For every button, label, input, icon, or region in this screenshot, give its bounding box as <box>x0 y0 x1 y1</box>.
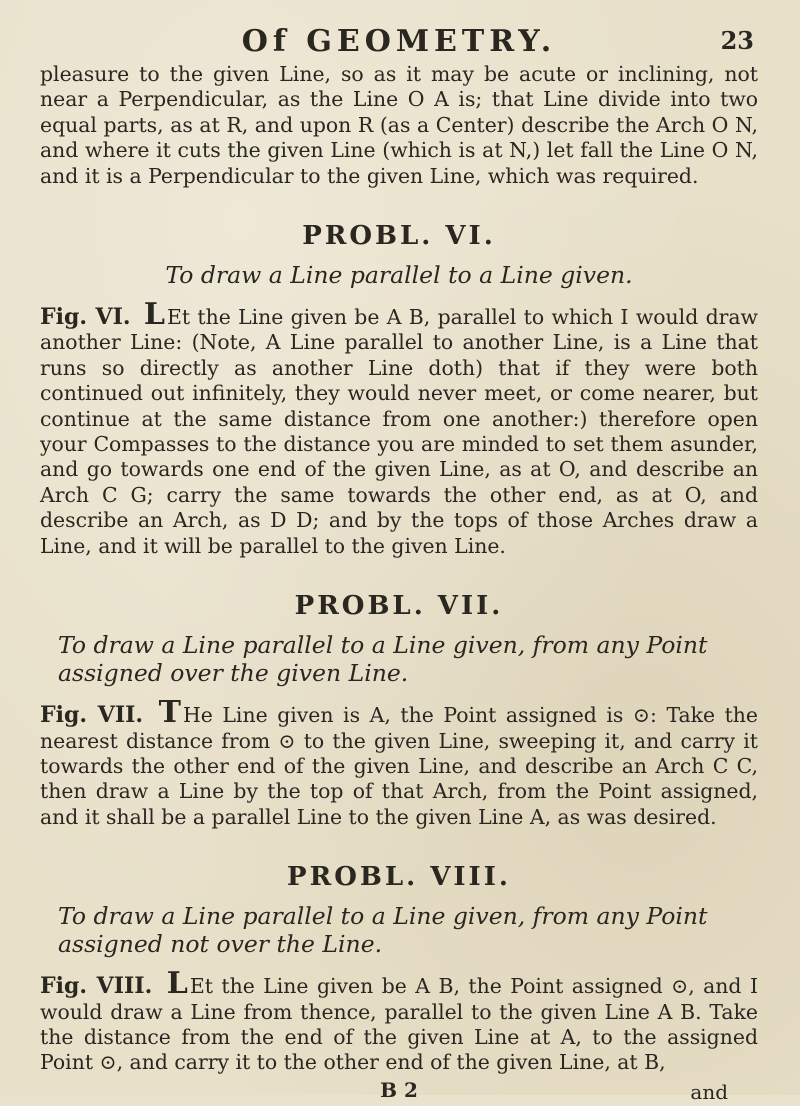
running-head <box>40 0 758 62</box>
drop-cap: T <box>158 695 181 731</box>
problem-title: PROBL. VI. <box>302 221 496 252</box>
problem-title: PROBL. VII. <box>294 591 504 622</box>
problem-subtitle: To draw a Line parallel to a Line given. <box>165 261 633 290</box>
figure-label: Fig. VI. <box>40 304 131 331</box>
problem-subtitle: To draw a Line parallel to a Line given, from any Point assigned not over the Line. <box>58 902 708 959</box>
intro-paragraph: pleasure to the given Line, so as it may be acute or inclining, not near a Perpendicular, as the Line O A is; that Line divide into two equal parts, as at R, and upon R (as a Center) describe the Arch O N, and where it cuts the given Line (which is at N,) let fall the Line O N, and it is a Perpendicular to the given Line, which was required. <box>40 62 758 188</box>
catchword: and <box>690 1079 728 1104</box>
problem-body <box>40 297 758 559</box>
problem-body <box>40 695 758 830</box>
drop-cap: L <box>166 966 188 1002</box>
drop-cap: L <box>143 297 165 333</box>
problem-text: He Line given is A, the Point assigned is ⊙: Take the nearest distance from ⊙ to the given Line, sweeping it, and carry it towards the other end of the given Line, and describe an Arch C C, then draw a Line by the top of that Arch, from the Point assigned, and it shall be a parallel Line to the given Line A, as was desired. <box>40 703 758 829</box>
page-footer <box>40 1076 758 1106</box>
problem-text: Et the Line given be A B, the Point assigned ⊙, and I would draw a Line from thence, parallel to the given Line A B. Take the distance from the end of the given Line at A, to the assigned Point ⊙, and carry it to the other end of the given Line, at B, <box>40 974 759 1075</box>
figure-label: Fig. VIII. <box>40 973 153 1000</box>
problem-title: PROBL. VIII. <box>287 862 511 893</box>
problem-body <box>40 966 759 1076</box>
running-title: Of GEOMETRY. <box>241 24 557 59</box>
problem-text: Et the Line given be A B, parallel to which I would draw another Line: (Note, A Line parallel to another Line, is a Line that runs so directly as another Line doth) that if they were both continued out infinitely, they would never meet, or come nearer, but continue at the same distance from one another:) therefore open your Compasses to the distance you are minded to set them asunder, and go towards one end of the given Line, as at O, and describe an Arch C G; carry the same towards the other end, as at O, and describe an Arch, as D D; and by the tops of those Arches draw a Line, and it will be parallel to the given Line. <box>40 305 758 558</box>
problem-section <box>40 862 758 1076</box>
figure-label: Fig. VII. <box>40 702 144 729</box>
problem-subtitle: To draw a Line parallel to a Line given, from any Point assigned over the given Line. <box>58 631 708 688</box>
signature-mark: B 2 <box>380 1077 418 1102</box>
problem-section <box>40 221 758 559</box>
page-number: 23 <box>720 26 754 55</box>
problem-section <box>40 591 758 830</box>
